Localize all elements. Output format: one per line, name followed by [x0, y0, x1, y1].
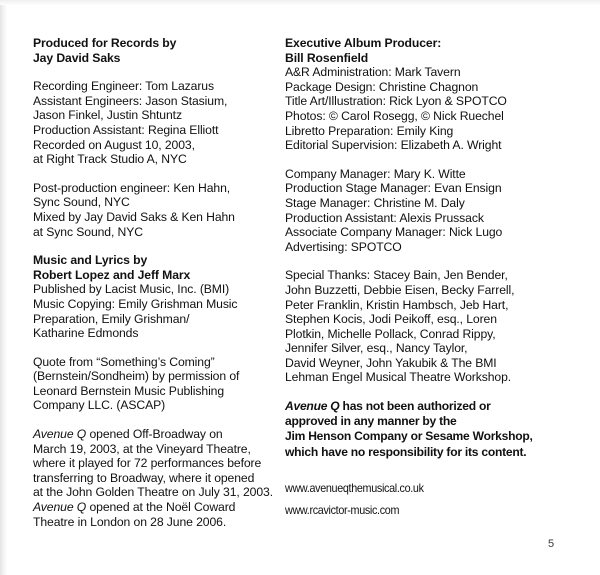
credit-line: Katharine Edmonds	[33, 326, 139, 341]
credit-line: Preparation, Emily Grishman/	[33, 311, 190, 326]
credit-line: Company LLC. (ASCAP)	[33, 398, 166, 413]
left-credits-column	[33, 36, 278, 529]
scan-edge-artifact-left	[0, 0, 7, 575]
credit-line: Music Copying: Emily Grishman Music	[33, 296, 238, 311]
credit-line: Recording Engineer: Tom Lazarus	[33, 79, 214, 94]
show-title-italic: Avenue Q	[33, 500, 87, 515]
credit-line: Music and Lyrics by	[33, 253, 148, 268]
credit-line: Stage Manager: Christine M. Daly	[285, 195, 465, 210]
credit-line: Advertising: SPOTCO	[285, 239, 402, 254]
disclaimer-line: approved in any manner by the	[285, 414, 457, 429]
right-credits-column	[285, 36, 577, 518]
disclaimer-line: Jim Henson Company or Sesame Workshop,	[285, 429, 533, 444]
credit-line: Jay David Saks	[33, 50, 121, 65]
credit-line: Production Stage Manager: Evan Ensign	[285, 181, 502, 196]
credits-block-post-production	[33, 181, 278, 239]
link-row	[285, 504, 577, 518]
thanks-line: Stephen Kocis, Jodi Peikoff, esq., Loren	[285, 312, 497, 327]
credit-line: Quote from “Something’s Coming”	[33, 354, 215, 369]
credit-line: at Right Track Studio A, NYC	[33, 152, 187, 167]
special-thanks-block	[285, 268, 577, 385]
credit-line: Associate Company Manager: Nick Lugo	[285, 225, 503, 240]
website-link-avenueq[interactable]: www.avenueqthemusical.co.uk	[285, 481, 424, 495]
credit-line: Libretto Preparation: Emily King	[285, 123, 454, 138]
history-line-rest: opened at the Noël Coward	[86, 500, 236, 515]
disclaimer-line-rest: has not been authorized or	[339, 399, 491, 414]
link-row	[285, 482, 577, 496]
disclaimer-line: which have no responsibility for its content.	[285, 444, 527, 459]
credit-line: Leonard Bernstein Music Publishing	[33, 383, 225, 398]
legal-disclaimer-block	[285, 399, 577, 460]
web-links-block	[285, 482, 577, 518]
credit-line: Mixed by Jay David Saks & Ken Hahn	[33, 209, 235, 224]
show-title-italic: Avenue Q	[33, 427, 87, 442]
credits-block-recording	[33, 79, 278, 167]
history-line	[33, 427, 278, 442]
credit-line: Company Manager: Mary K. Witte	[285, 166, 466, 181]
credits-block-producer	[33, 36, 278, 65]
history-line	[33, 500, 278, 515]
credit-line: Published by Lacist Music, Inc. (BMI)	[33, 282, 230, 297]
credit-line: Title Art/Illustration: Rick Lyon & SPOTCO	[285, 94, 507, 109]
show-title-italic: Avenue Q	[285, 399, 340, 414]
credit-line: Production Assistant: Alexis Prussack	[285, 210, 484, 225]
credit-line: Recorded on August 10, 2003,	[33, 137, 195, 152]
credit-line: Post-production engineer: Ken Hahn,	[33, 180, 231, 195]
history-line-rest: opened Off-Broadway on	[86, 427, 223, 442]
credit-line: Bill Rosenfield	[285, 50, 369, 65]
credit-line: A&R Administration: Mark Tavern	[285, 65, 461, 80]
scan-edge-artifact-top	[0, 0, 600, 5]
credit-line: (Bernstein/Sondheim) by permission of	[33, 369, 240, 384]
history-line: at the John Golden Theatre on July 31, 2003.	[33, 485, 273, 500]
credit-line: Package Design: Christine Chagnon	[285, 79, 479, 94]
thanks-line: Plotkin, Michelle Pollack, Conrad Rippy,	[285, 326, 496, 341]
credit-line: Sync Sound, NYC	[33, 195, 130, 210]
history-line: transferring to Broadway, where it opened	[33, 470, 255, 485]
page-number: 5	[548, 538, 555, 550]
history-line: where it played for 72 performances before	[33, 456, 262, 471]
thanks-line: Special Thanks: Stacey Bain, Jen Bender,	[285, 268, 508, 283]
credit-line: Executive Album Producer:	[285, 36, 442, 50]
history-line: Theatre in London on 28 June 2006.	[33, 514, 227, 529]
production-history-block	[33, 427, 278, 529]
thanks-line: Lehman Engel Musical Theatre Workshop.	[285, 370, 512, 385]
credit-line: Editorial Supervision: Elizabeth A. Wright	[285, 138, 502, 153]
credit-line: Assistant Engineers: Jason Stasium,	[33, 93, 228, 108]
credits-block-executive-producer	[285, 36, 577, 153]
credit-line: Production Assistant: Regina Elliott	[33, 122, 219, 137]
thanks-line: Peter Franklin, Kristin Hambsch, Jeb Hart,	[285, 297, 509, 312]
credits-block-quote-permission	[33, 355, 278, 413]
credit-line: Robert Lopez and Jeff Marx	[33, 267, 191, 282]
disclaimer-line	[285, 399, 570, 414]
thanks-line: John Buzzetti, Debbie Eisen, Becky Farrell,	[285, 282, 515, 297]
credit-line: Produced for Records by	[33, 36, 177, 50]
credit-line: at Sync Sound, NYC	[33, 224, 143, 239]
credit-line: Photos: © Carol Rosegg, © Nick Ruechel	[285, 108, 504, 123]
credit-line: Jason Finkel, Justin Shtuntz	[33, 108, 182, 123]
thanks-line: Jennifer Silver, esq., Nancy Taylor,	[285, 341, 468, 356]
credits-block-company-management	[285, 167, 577, 255]
history-line: March 19, 2003, at the Vineyard Theatre,	[33, 441, 251, 456]
website-link-rcavictor[interactable]: www.rcavictor-music.com	[285, 503, 400, 517]
credits-block-music-lyrics	[33, 253, 278, 341]
thanks-line: David Weyner, John Yakubik & The BMI	[285, 355, 497, 370]
